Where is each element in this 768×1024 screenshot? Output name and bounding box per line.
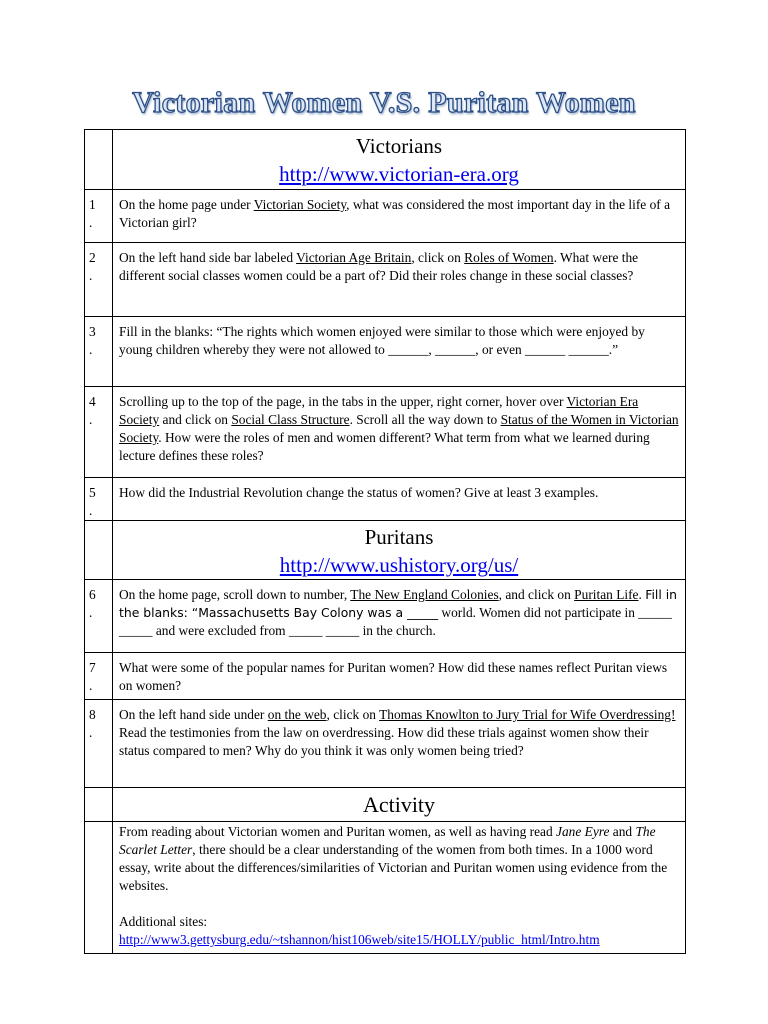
activity-heading: Activity: [362, 792, 436, 817]
question-number: 8 .: [85, 700, 113, 788]
question-text: On the home page, scroll down to number, The New England Colonies, and click on Puritan Life. Fill in the blanks: “Massachusetts Bay Colony was a _____ world. Women did not participate in _____ _____ and were excluded from _____ _____ in the church.: [113, 580, 686, 653]
question-text: On the home page under Victorian Society, what was considered the most important day in the life of a Victorian girl?: [113, 190, 686, 243]
question-text: On the left hand side bar labeled Victorian Age Britain, click on Roles of Women. What were the different social classes women could be a part of? Did their roles change in these social classes?: [113, 243, 686, 317]
question-number: 7 .: [85, 653, 113, 700]
question-row-3: [85, 317, 686, 387]
question-row-7: [85, 653, 686, 700]
question-number: 1 .: [85, 190, 113, 243]
question-number: 6 .: [85, 580, 113, 653]
link-puritan-life[interactable]: Puritan Life: [574, 587, 639, 602]
question-row-2: [85, 243, 686, 317]
victorians-header-row: [85, 130, 686, 190]
empty-number-cell: [85, 822, 113, 954]
puritans-header-row: [85, 521, 686, 580]
page-title: Victorian Women V.S. Puritan Women: [132, 86, 636, 119]
link-new-england-colonies[interactable]: The New England Colonies: [350, 587, 499, 602]
question-number: 5 .: [85, 478, 113, 521]
puritans-link[interactable]: http://www.ushistory.org/us/: [279, 553, 519, 577]
activity-header: [113, 788, 686, 822]
question-text: On the left hand side under on the web, click on Thomas Knowlton to Jury Trial for Wife Overdressing! Read the testimonies from the law on overdressing. How did these trials against women show their status compared to men? Why do you think it was only women being tried?: [113, 700, 686, 788]
victorians-header: [113, 130, 686, 190]
question-text: What were some of the popular names for Puritan women? How did these names reflect Puritan views on women?: [113, 653, 686, 700]
question-number: 3 .: [85, 317, 113, 387]
question-text: Scrolling up to the top of the page, in the tabs in the upper, right corner, hover over Victorian Era Society and click on Social Class Structure. Scroll all the way down to Status of the Women in Victorian Society. How were the roles of men and women different? What term from what we learned during lecture defines these roles?: [113, 387, 686, 478]
puritans-header: [113, 521, 686, 580]
link-thomas-knowlton[interactable]: Thomas Knowlton to Jury Trial for Wife Overdressing!: [379, 707, 676, 722]
victorians-heading: Victorians: [355, 134, 443, 158]
question-text: How did the Industrial Revolution change the status of women? Give at least 3 examples.: [113, 478, 686, 521]
question-text: Fill in the blanks: “The rights which women enjoyed were similar to those which were enjoyed by young children whereby they were not allowed to ______, ______, or even ______ ______.”: [113, 317, 686, 387]
activity-instructions: From reading about Victorian women and Puritan women, as well as having read Jane Eyre and The Scarlet Letter, there should be a clear understanding of the women from both times. In a 1000 word essay, write about the differences/similarities of Victorian and Puritan women using evidence from the websites.: [119, 824, 668, 893]
question-row-8: [85, 700, 686, 788]
question-number: 2 .: [85, 243, 113, 317]
link-social-class-structure[interactable]: Social Class Structure: [231, 412, 350, 427]
link-victorian-age-britain[interactable]: Victorian Age Britain: [296, 250, 412, 265]
empty-number-cell: [85, 788, 113, 822]
link-victorian-era-society[interactable]: Victorian Era Society: [119, 394, 639, 427]
empty-number-cell: [85, 130, 113, 190]
activity-text: [113, 822, 686, 954]
question-number: 4 .: [85, 387, 113, 478]
victorians-link[interactable]: http://www.victorian-era.org: [279, 162, 519, 186]
question-row-6: [85, 580, 686, 653]
activity-header-row: [85, 788, 686, 822]
puritans-heading: Puritans: [364, 525, 434, 549]
worksheet-table: [84, 129, 686, 954]
link-roles-of-women[interactable]: Roles of Women: [464, 250, 554, 265]
empty-number-cell: [85, 521, 113, 580]
additional-site-link[interactable]: http://www3.gettysburg.edu/~tshannon/hist106web/site15/HOLLY/public_html/Intro.htm: [119, 932, 600, 947]
link-on-the-web[interactable]: on the web: [267, 707, 327, 722]
link-victorian-society[interactable]: Victorian Society: [253, 197, 347, 212]
activity-row: [85, 822, 686, 954]
question-row-5: [85, 478, 686, 521]
question-row-4: [85, 387, 686, 478]
link-status-of-women[interactable]: Status of the Women in Victorian Society: [119, 412, 679, 445]
additional-sites-label: Additional sites:: [119, 914, 208, 929]
question-row-1: [85, 190, 686, 243]
